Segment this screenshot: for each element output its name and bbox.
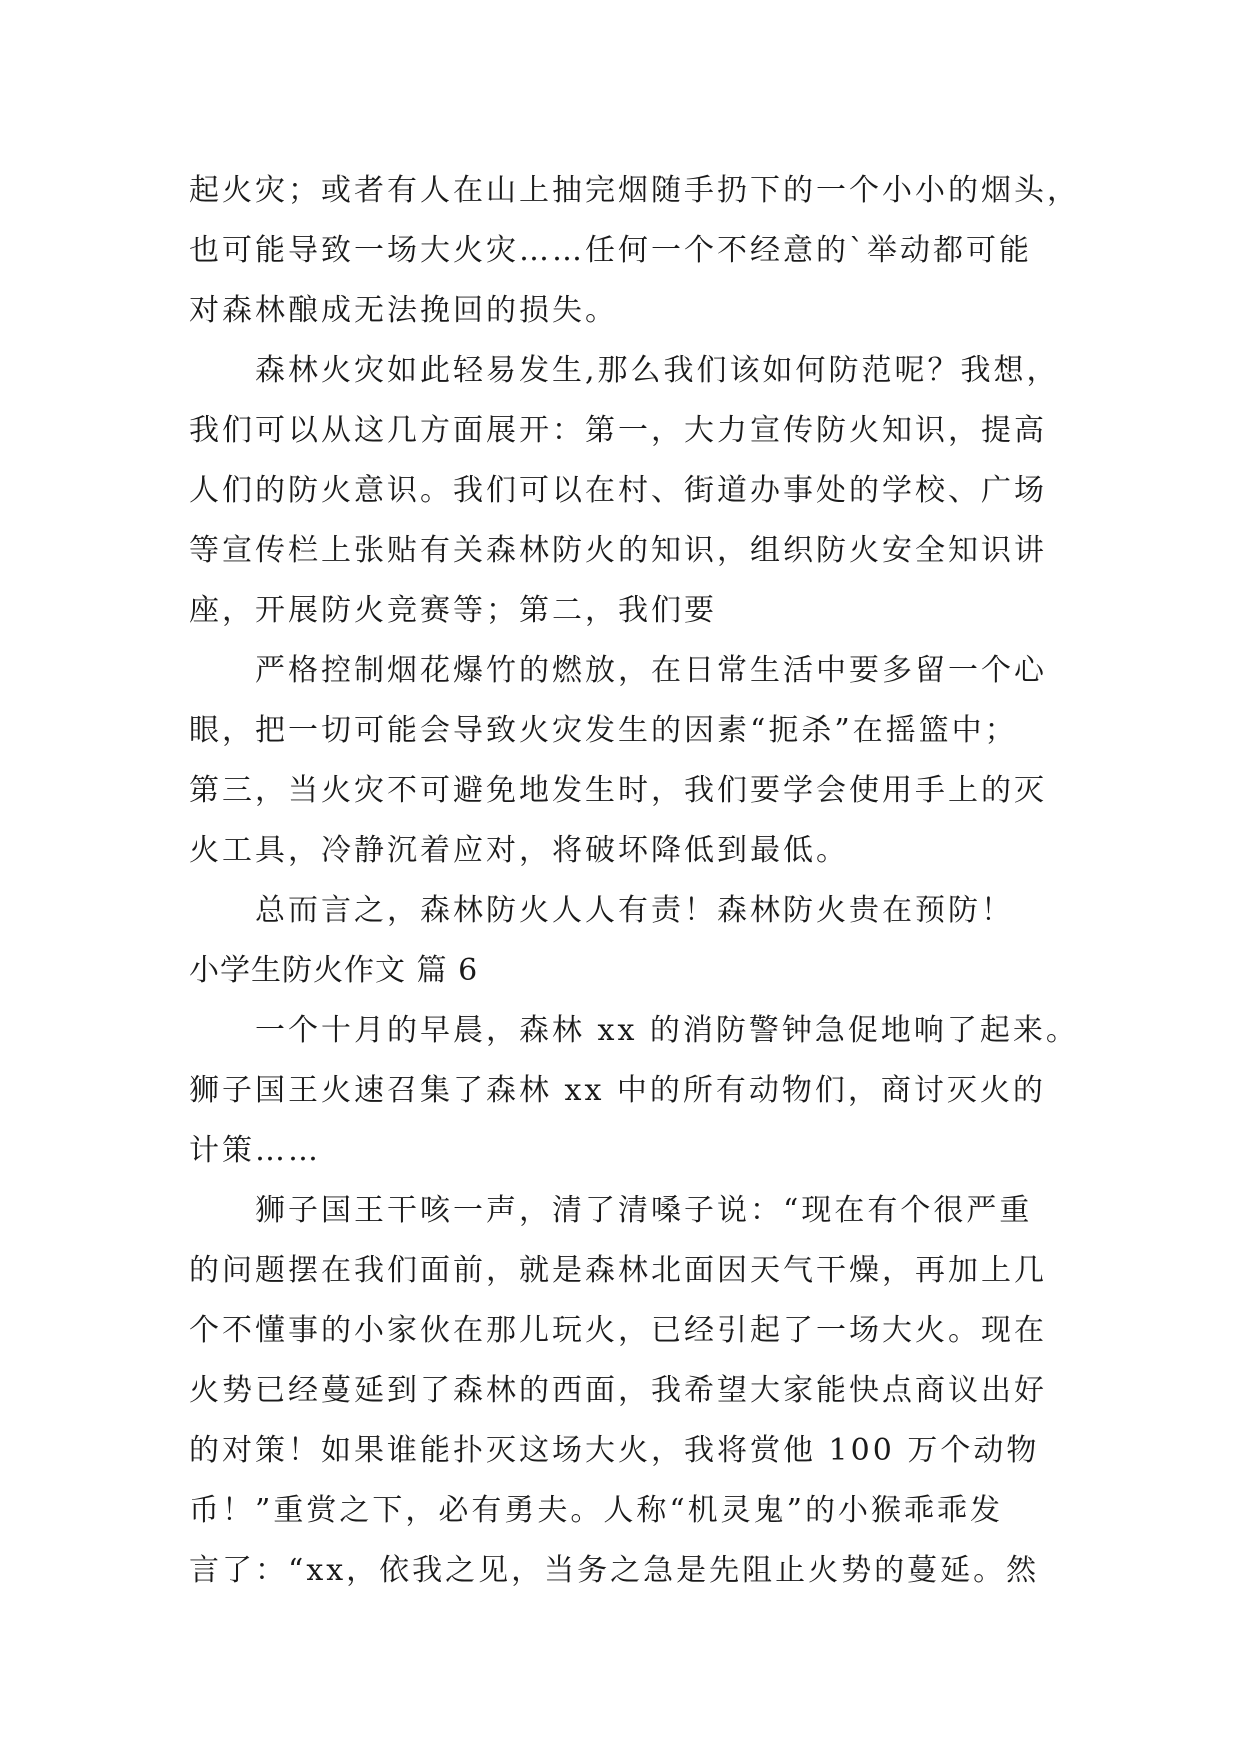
document-body [189, 161, 1089, 1601]
text-line: 狮子国王火速召集了森林 xx 中的所有动物们，商讨灭火的 [189, 1073, 1046, 1108]
text-line: 起火灾；或者有人在山上抽完烟随手扔下的一个小小的烟头， [189, 173, 1080, 208]
text-line: 的对策！如果谁能扑灭这场大火，我将赏他 100 万个动物 [189, 1433, 1040, 1468]
text-line: 个不懂事的小家伙在那儿玩火，已经引起了一场大火。现在 [189, 1313, 1047, 1348]
text-line: 火工具，冷静沉着应对，将破坏降低到最低。 [189, 833, 849, 868]
text-line: 也可能导致一场大火灾……任何一个不经意的`举动都可能 [189, 233, 1032, 268]
text-line: 眼，把一切可能会导致火灾发生的因素“扼杀”在摇篮中； [189, 713, 1018, 748]
text-line: 币！”重赏之下，必有勇夫。人称“机灵鬼”的小猴乖乖发 [189, 1493, 1004, 1528]
text-line: 人们的防火意识。我们可以在村、街道办事处的学校、广场 [189, 473, 1047, 508]
text-line: 森林火灾如此轻易发生,那么我们该如何防范呢？我想， [255, 353, 1060, 388]
text-line: 我们可以从这几方面展开：第一，大力宣传防火知识，提高 [189, 413, 1047, 448]
text-line: 计策…… [189, 1133, 321, 1168]
text-line: 言了：“xx，依我之见，当务之急是先阻止火势的蔓延。然 [189, 1553, 1040, 1588]
text-line: 等宣传栏上张贴有关森林防火的知识，组织防火安全知识讲 [189, 533, 1047, 568]
text-line: 的问题摆在我们面前，就是森林北面因天气干燥，再加上几 [189, 1253, 1047, 1288]
text-line: 一个十月的早晨，森林 xx 的消防警钟急促地响了起来。 [255, 1013, 1079, 1048]
text-line: 对森林酿成无法挽回的损失。 [189, 293, 618, 328]
text-line: 严格控制烟花爆竹的燃放，在日常生活中要多留一个心 [255, 653, 1047, 688]
section-heading: 小学生防火作文 篇 6 [189, 953, 479, 988]
text-line: 第三，当火灾不可避免地发生时，我们要学会使用手上的灭 [189, 773, 1047, 808]
text-line: 狮子国王干咳一声，清了清嗓子说：“现在有个很严重 [255, 1193, 1033, 1228]
text-line: 座，开展防火竞赛等；第二，我们要 [189, 593, 717, 628]
text-line: 火势已经蔓延到了森林的西面，我希望大家能快点商议出好 [189, 1373, 1047, 1408]
text-line: 总而言之，森林防火人人有责！森林防火贵在预防！ [255, 893, 1014, 928]
